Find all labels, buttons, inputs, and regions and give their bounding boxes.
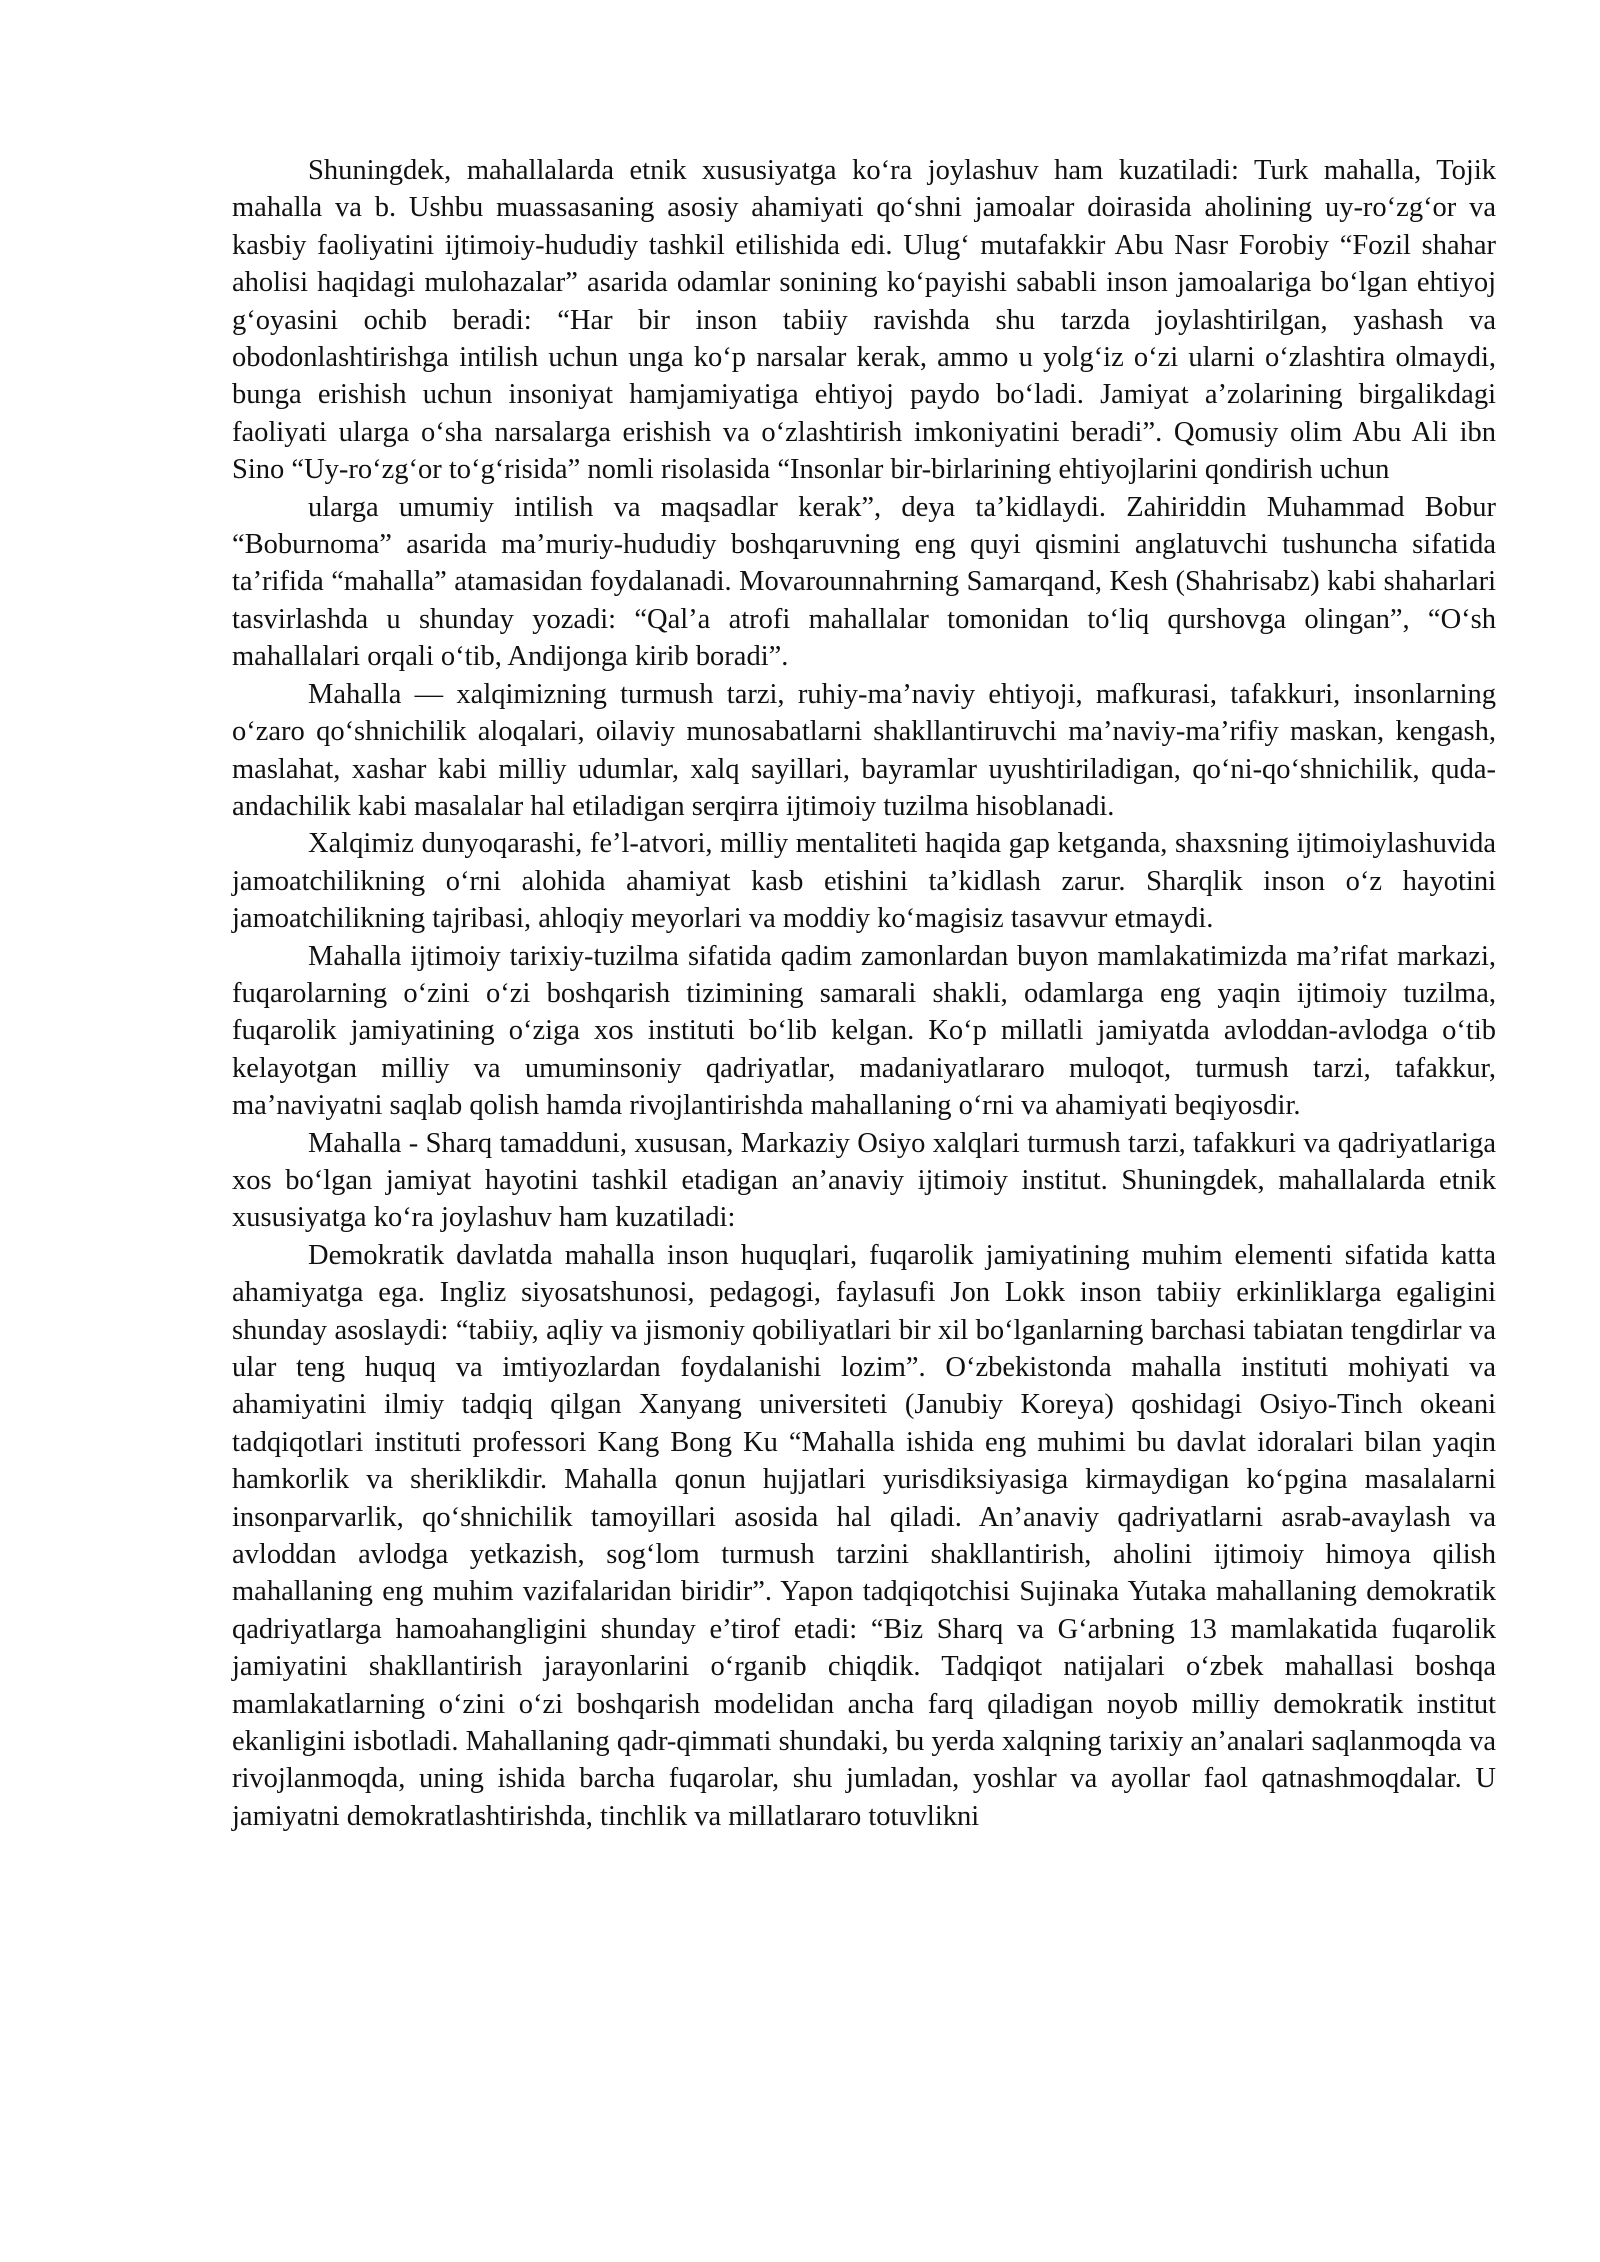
paragraph-historical-structure: Mahalla ijtimoiy tarixiy-tuzilma sifatida qadim zamonlardan buyon mamlakatimizda ma’rifat markazi, fuqarolarning o‘zini o‘zi boshqarish tizimining samarali shakli, odamlarga eng yaqin ijtimoiy tuzilma, fuqarolik jamiyatining o‘ziga xos instituti bo‘lib kelgan. Ko‘p millatli jamiyatda avloddan-avlodga o‘tib kelayotgan milliy va umuminsoniy qadriyatlar, madaniyatlararo muloqot, turmush tarzi, tafakkur, ma’naviyatni saqlab qolish hamda rivojlantirishda mahallaning o‘rni va ahamiyati beqiyosdir. bbox=[232, 940, 1496, 1122]
paragraph-eastern-civilization: Mahalla - Sharq tamadduni, xususan, Markaziy Osiyo xalqlari turmush tarzi, tafakkuri va qadriyatlariga xos bo‘lgan jamiyat hayotini tashkil etadigan an’anaviy ijtimoiy institut. Shuningdek, mahallalarda etnik xususiyatga ko‘ra joylashuv ham kuzatiladi: bbox=[232, 1127, 1496, 1234]
document-page bbox=[232, 152, 1496, 1835]
paragraph-mahalla-ethnic-forobiy: Shuningdek, mahallalarda etnik xususiyatga ko‘ra joylashuv ham kuzatiladi: Turk mahalla, Tojik mahalla va b. Ushbu muassasaning asosiy ahamiyati qo‘shni jamoalar doirasida aholining uy-ro‘zg‘or va kasbiy faoliyatini ijtimoiy-hududiy tashkil etilishida edi. Ulug‘ mutafakkir Abu Nasr Forobiy “Fozil shahar aholisi haqidagi mulohazalar” asarida odamlar sonining ko‘payishi sababli inson jamoalariga bo‘lgan ehtiyoj g‘oyasini ochib beradi: “Har bir inson tabiiy ravishda shu tarzda joylashtirilgan, yashash va obodonlashtirishga intilish uchun unga ko‘p narsalar kerak, ammo u yolg‘iz o‘zi ularni o‘zlashtira olmaydi, bunga erishish uchun insoniyat hamjamiyatiga ehtiyoj paydo bo‘ladi. Jamiyat a’zolarining birgalikdagi faoliyati ularga o‘sha narsalarga erishish va o‘zlashtirish imkoniyatini beradi”. Qomusiy olim Abu Ali ibn Sino “Uy-ro‘zg‘or to‘g‘risida” nomli risolasida “Insonlar bir-birlarining ehtiyojlarini qondirish uchun bbox=[232, 155, 1496, 486]
paragraph-worldview: Xalqimiz dunyoqarashi, fe’l-atvori, milliy mentaliteti haqida gap ketganda, shaxsning ijtimoiylashuvida jamoatchilikning o‘rni alohida ahamiyat kasb etishini ta’kidlash zarur. Sharqlik inson o‘z hayotini jamoatchilikning tajribasi, ahloqiy meyorlari va moddiy ko‘magisiz tasavvur etmaydi. bbox=[232, 828, 1496, 935]
paragraph-mahalla-definition: Mahalla — xalqimizning turmush tarzi, ruhiy-ma’naviy ehtiyoji, mafkurasi, tafakkuri, insonlarning o‘zaro qo‘shnichilik aloqalari, oilaviy munosabatlarni shakllantiruvchi ma’naviy-ma’rifiy maskan, kengash, maslahat, xashar kabi milliy udumlar, xalq sayillari, bayramlar uyushtiriladigan, qo‘ni-qo‘shnichilik, quda-andachilik kabi masalalar hal etiladigan serqirra ijtimoiy tuzilma hisoblanadi. bbox=[232, 678, 1496, 822]
paragraph-bobur-boburnoma: ularga umumiy intilish va maqsadlar kerak”, deya ta’kidlaydi. Zahiriddin Muhammad Bobur “Boburnoma” asarida ma’muriy-hududiy boshqaruvning eng quyi qismini anglatuvchi tushuncha sifatida ta’rifida “mahalla” atamasidan foydalanadi. Movarounnahrning Samarqand, Kesh (Shahrisabz) kabi shaharlari tasvirlashda u shunday yozadi: “Qal’a atrofi mahallalar tomonidan to‘liq qurshovga olingan”, “O‘sh mahallalari orqali o‘tib, Andijonga kirib boradi”. bbox=[232, 491, 1496, 673]
paragraph-democratic-state: Demokratik davlatda mahalla inson huquqlari, fuqarolik jamiyatining muhim elementi sifatida katta ahamiyatga ega. Ingliz siyosatshunosi, pedagogi, faylasufi Jon Lokk inson tabiiy erkinliklarga egaligini shunday asoslaydi: “tabiiy, aqliy va jismoniy qobiliyatlari bir xil bo‘lganlarning barchasi tabiatan tengdirlar va ular teng huquq va imtiyozlardan foydalanishi lozim”. O‘zbekistonda mahalla instituti mohiyati va ahamiyatini ilmiy tadqiq qilgan Xanyang universiteti (Janubiy Koreya) qoshidagi Osiyo-Tinch okeani tadqiqotlari instituti professori Kang Bong Ku “Mahalla ishida eng muhimi bu davlat idoralari bilan yaqin hamkorlik va sheriklikdir. Mahalla qonun hujjatlari yurisdiksiyasiga kirmaydigan ko‘pgina masalalarni insonparvarlik, qo‘shnichilik tamoyillari asosida hal qiladi. An’anaviy qadriyatlarni asrab-avaylash va avloddan avlodga yetkazish, sog‘lom turmush tarzini shakllantirish, aholini ijtimoiy himoya qilish mahallaning eng muhim vazifalaridan biridir”. Yapon tadqiqotchisi Sujinaka Yutaka mahallaning demokratik qadriyatlarga hamoahangligini shunday e’tirof etadi: “Biz Sharq va G‘arbning 13 mamlakatida fuqarolik jamiyatini shakllantirish jarayonlarini o‘rganib chiqdik. Tadqiqot natijalari o‘zbek mahallasi boshqa mamlakatlarning o‘zini o‘zi boshqarish modelidan ancha farq qiladigan noyob milliy demokratik institut ekanligini isbotladi. Mahallaning qadr-qimmati shundaki, bu yerda xalqning tarixiy an’analari saqlanmoqda va rivojlanmoqda, uning ishida barcha fuqarolar, shu jumladan, yoshlar va ayollar faol qatnashmoqdalar. U jamiyatni demokratlashtirishda, tinchlik va millatlararo totuvlikni bbox=[232, 1239, 1496, 1832]
